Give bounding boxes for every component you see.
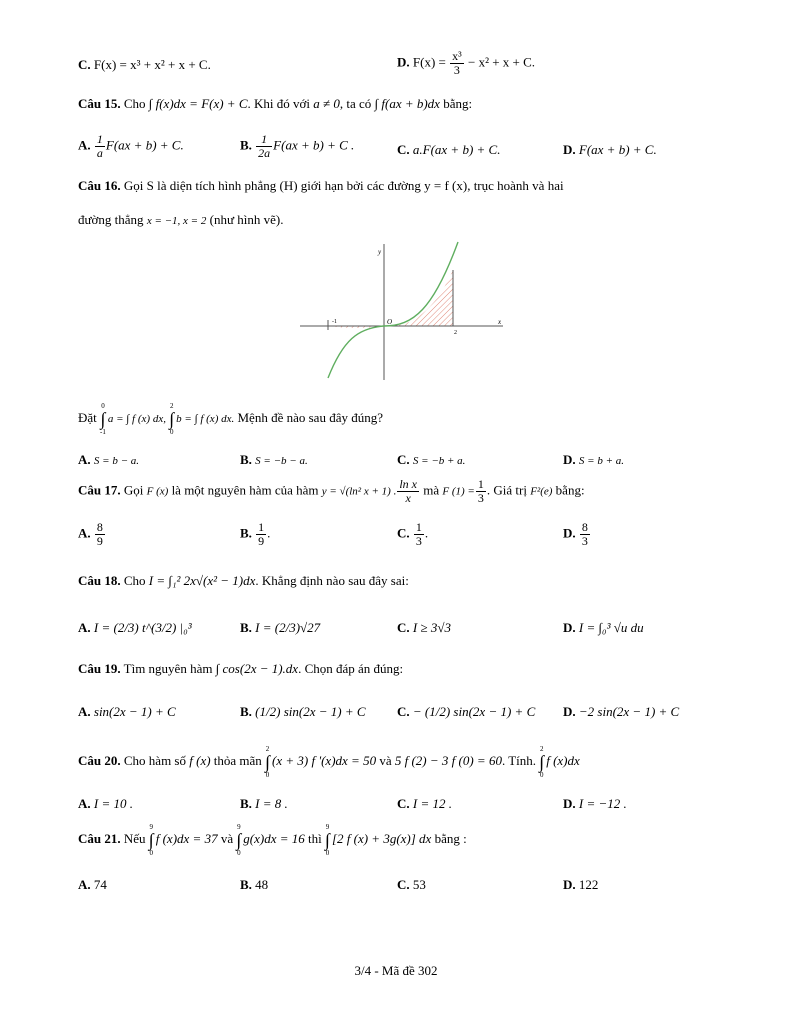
q15-option-c[interactable] — [397, 142, 500, 158]
def-expr: a = ∫ f (x) dx, — [107, 412, 166, 425]
stem-text: và — [220, 830, 234, 846]
stem-text: mà — [423, 482, 440, 498]
fraction: $\frac{8}{9}$ — [96, 520, 103, 548]
integral-limits: 9 ∫ 0 — [236, 823, 242, 857]
q21-option-c[interactable] — [397, 877, 426, 893]
fraction: $\frac{1}{a}$ — [96, 132, 103, 160]
option-post: . — [424, 525, 429, 541]
option-label: C. — [397, 452, 410, 467]
option-text: F(ax + b) + C. — [578, 142, 657, 157]
option-text: I = (2/3) t^(3/2) |₀³ — [93, 620, 192, 635]
option-text: sin(2x − 1) + C — [93, 704, 176, 719]
question-label: Câu 20. — [78, 752, 121, 768]
option-label: C. — [397, 796, 410, 811]
option-label: D. — [563, 525, 576, 541]
option-text: S = −b − a. — [255, 455, 308, 467]
integral-limits: 9 ∫ 0 — [325, 823, 330, 857]
option-label: B. — [240, 704, 252, 719]
stem-expr: f (x)dx — [546, 752, 580, 768]
option-label: C. — [397, 877, 410, 892]
integral-limits: 2 ∫ 0 — [539, 745, 545, 779]
option-label: D. — [563, 452, 576, 467]
option-label: B. — [240, 452, 252, 467]
option-label: A. — [78, 620, 91, 635]
q14-option-c — [78, 57, 211, 73]
option-label: C. — [78, 57, 91, 72]
fraction: $\frac{1}{9}$ — [258, 520, 265, 548]
stem-text: . Chọn đáp án đúng: — [298, 661, 404, 676]
q16-option-a[interactable] — [78, 452, 139, 468]
stem-text: Cho — [123, 573, 146, 588]
q20-option-b[interactable] — [240, 796, 288, 812]
stem-expr: a ≠ 0 — [313, 96, 340, 111]
option-label: B. — [240, 796, 252, 811]
option-label: A. — [78, 525, 91, 541]
q19-option-b[interactable] — [240, 704, 366, 720]
stem-expr: ∫ cos(2x − 1).dx — [215, 661, 299, 676]
option-label: A. — [78, 137, 91, 153]
stem-text: Nếu — [123, 830, 146, 846]
stem-text: thì — [308, 830, 322, 846]
q18-option-b[interactable] — [240, 620, 320, 636]
origin-label: O — [387, 318, 393, 326]
option-label: D. — [563, 142, 576, 157]
option-text: S = b + a. — [578, 455, 624, 467]
option-label: D. — [563, 877, 576, 892]
def-text: Mệnh đề nào sau đây đúng? — [237, 409, 383, 425]
q17-option-b[interactable] — [240, 521, 270, 548]
option-text: I = 8 . — [255, 796, 288, 811]
left-mark-label: -1 — [332, 319, 337, 325]
option-label: A. — [78, 452, 91, 467]
stem-text: bằng : — [434, 830, 467, 846]
q17-stem — [78, 478, 585, 505]
option-text: I = (2/3)√27 — [255, 620, 321, 635]
y-axis-label: y — [378, 248, 382, 256]
def-expr: b = ∫ f (x) dx. — [176, 412, 235, 425]
page-footer: 3/4 - Mã đề 302 — [354, 963, 438, 978]
stem-text: . Giá trị — [486, 482, 527, 498]
option-post: . — [267, 525, 271, 541]
def-text: Đặt — [78, 409, 97, 425]
q21-option-b[interactable] — [240, 877, 268, 893]
stem-expr: (x + 3) f '(x)dx = 50 — [272, 752, 377, 768]
option-text: (1/2) sin(2x − 1) + C — [255, 704, 366, 719]
stem-expr: ∫ f(x)dx = F(x) + C — [148, 96, 248, 111]
stem-expr: I = ∫₁² 2x√(x² − 1)dx — [148, 573, 256, 588]
q15-stem — [78, 96, 472, 112]
stem-expr: [2 f (x) + 3g(x)] dx — [331, 830, 432, 846]
q16-stem-line2 — [78, 212, 283, 228]
q16-option-c[interactable] — [397, 452, 465, 468]
q19-option-d[interactable] — [563, 704, 679, 720]
q18-option-c[interactable] — [397, 620, 451, 636]
stem-expr: f (x) — [189, 752, 211, 768]
option-text: S = b − a. — [93, 455, 139, 467]
stem-text: (như hình vẽ). — [209, 212, 284, 227]
option-text: F(ax + b) + C . — [273, 137, 355, 153]
stem-expr: x = −1, x = 2 — [146, 215, 207, 227]
option-text: I ≥ 3√3 — [412, 620, 451, 635]
stem-text: là một nguyên hàm của hàm — [171, 482, 319, 498]
integral-limits: 2 ∫ 0 — [169, 402, 175, 436]
stem-text: Gọi — [123, 482, 144, 498]
option-text: S = −b + a. — [412, 455, 466, 467]
stem-text: Cho hàm số — [123, 752, 186, 768]
q21-stem — [78, 823, 467, 857]
stem-text: đường thẳng — [78, 212, 144, 227]
integral-limits: 9 ∫ 0 — [148, 823, 154, 857]
fraction: $\frac{8}{3}$ — [581, 520, 588, 548]
stem-expr: F²(e) — [530, 485, 553, 498]
stem-text: bằng: — [555, 482, 585, 498]
stem-expr: y = √(ln² x + 1) . — [321, 485, 397, 498]
stem-expr: 5 f (2) − 3 f (0) = 60 — [394, 752, 502, 768]
q15-option-b[interactable] — [240, 133, 354, 160]
q17-option-a[interactable] — [78, 521, 106, 548]
option-label: C. — [397, 704, 410, 719]
q20-option-a[interactable] — [78, 796, 133, 812]
q20-option-c[interactable] — [397, 796, 452, 812]
option-label: C. — [397, 525, 410, 541]
q20-stem — [78, 745, 580, 779]
option-text: 122 — [578, 877, 599, 892]
x-axis-label: x — [498, 318, 502, 326]
question-label: Câu 16. — [78, 178, 121, 193]
option-label: A. — [78, 796, 91, 811]
q20-option-d[interactable] — [563, 796, 627, 812]
option-label: A. — [78, 877, 91, 892]
option-text: I = −12 . — [578, 796, 627, 811]
question-label: Câu 17. — [78, 482, 121, 498]
stem-text: Tìm nguyên hàm — [123, 661, 213, 676]
option-text-pre: F(x) = — [412, 54, 446, 70]
q15-option-d[interactable] — [563, 142, 657, 158]
fraction: $\frac{1}{3}$ — [477, 477, 484, 505]
q18-option-d[interactable] — [563, 620, 644, 636]
q17-option-c[interactable] — [397, 521, 428, 548]
right-mark-label: 2 — [454, 330, 457, 336]
stem-expr: F (1) = — [442, 485, 475, 498]
stem-expr: F (x) — [146, 485, 169, 498]
option-label: C. — [397, 620, 410, 635]
stem-text: . Khi đó với — [247, 96, 311, 111]
stem-text: thỏa mãn — [213, 752, 262, 768]
q16-graph — [298, 240, 508, 382]
option-text: a.F(ax + b) + C. — [412, 142, 501, 157]
q21-option-d[interactable] — [563, 877, 598, 893]
q17-option-d[interactable] — [563, 521, 591, 548]
stem-expr: g(x)dx = 16 — [243, 830, 305, 846]
stem-text: Cho — [123, 96, 146, 111]
fraction: $\frac{\text{ln x}}{x}$ — [399, 477, 417, 505]
option-label: D. — [397, 54, 410, 70]
q19-option-c[interactable] — [397, 704, 535, 720]
option-label: C. — [397, 142, 410, 157]
question-label: Câu 19. — [78, 661, 121, 676]
option-text: F(ax + b) + C. — [105, 137, 184, 153]
fraction: $\frac{1}{2a}$ — [258, 132, 271, 160]
stem-text: . Tính. — [501, 752, 537, 768]
question-label: Câu 18. — [78, 573, 121, 588]
stem-text: và — [379, 752, 392, 768]
question-label: Câu 15. — [78, 96, 121, 111]
option-text: I = 12 . — [412, 796, 452, 811]
option-text-post: − x² + x + C. — [467, 54, 536, 70]
q15-option-a[interactable] — [78, 133, 184, 160]
q21-option-a[interactable] — [78, 877, 107, 893]
q19-stem — [78, 661, 403, 677]
option-label: D. — [563, 620, 576, 635]
option-text: F(x) = x³ + x² + x + C. — [93, 57, 211, 72]
question-label: Câu 21. — [78, 830, 121, 846]
q19-option-a[interactable] — [78, 704, 176, 720]
integral-limits: 0 ∫ -1 — [100, 402, 106, 436]
option-text: I = 10 . — [93, 796, 133, 811]
q16-option-d[interactable] — [563, 452, 624, 468]
option-label: A. — [78, 704, 91, 719]
integral-limits: 2 ∫ 0 — [265, 745, 270, 779]
stem-text: . Khẳng định nào sau đây sai: — [255, 573, 409, 588]
stem-text: Gọi S là diện tích hình phẳng (H) giới hạn bởi các đường y = f (x), trục hoành và hai — [123, 178, 564, 193]
stem-text: bằng: — [443, 96, 473, 111]
q18-stem — [78, 573, 409, 589]
q18-option-a[interactable] — [78, 620, 192, 636]
option-text: I = ∫₀³ √u du — [578, 620, 644, 635]
fraction: $\frac{\text{x³}}{3}$ — [452, 49, 462, 77]
option-label: D. — [563, 704, 576, 719]
q14-option-d — [397, 50, 535, 77]
option-text: 53 — [412, 877, 426, 892]
q16-option-b[interactable] — [240, 452, 308, 468]
option-text: 48 — [255, 877, 269, 892]
q16-definition — [78, 402, 383, 436]
option-text: 74 — [93, 877, 107, 892]
q16-stem-line1 — [78, 178, 718, 194]
option-text: − (1/2) sin(2x − 1) + C — [412, 704, 536, 719]
stem-expr: ∫ f(ax + b)dx — [374, 96, 440, 111]
option-label: B. — [240, 620, 252, 635]
option-label: B. — [240, 877, 252, 892]
option-label: B. — [240, 525, 252, 541]
option-label: B. — [240, 137, 252, 153]
option-text: −2 sin(2x − 1) + C — [578, 704, 680, 719]
stem-expr: f (x)dx = 37 — [155, 830, 218, 846]
option-label: D. — [563, 796, 576, 811]
stem-text: , ta có — [339, 96, 372, 111]
fraction: $\frac{1}{3}$ — [415, 520, 422, 548]
